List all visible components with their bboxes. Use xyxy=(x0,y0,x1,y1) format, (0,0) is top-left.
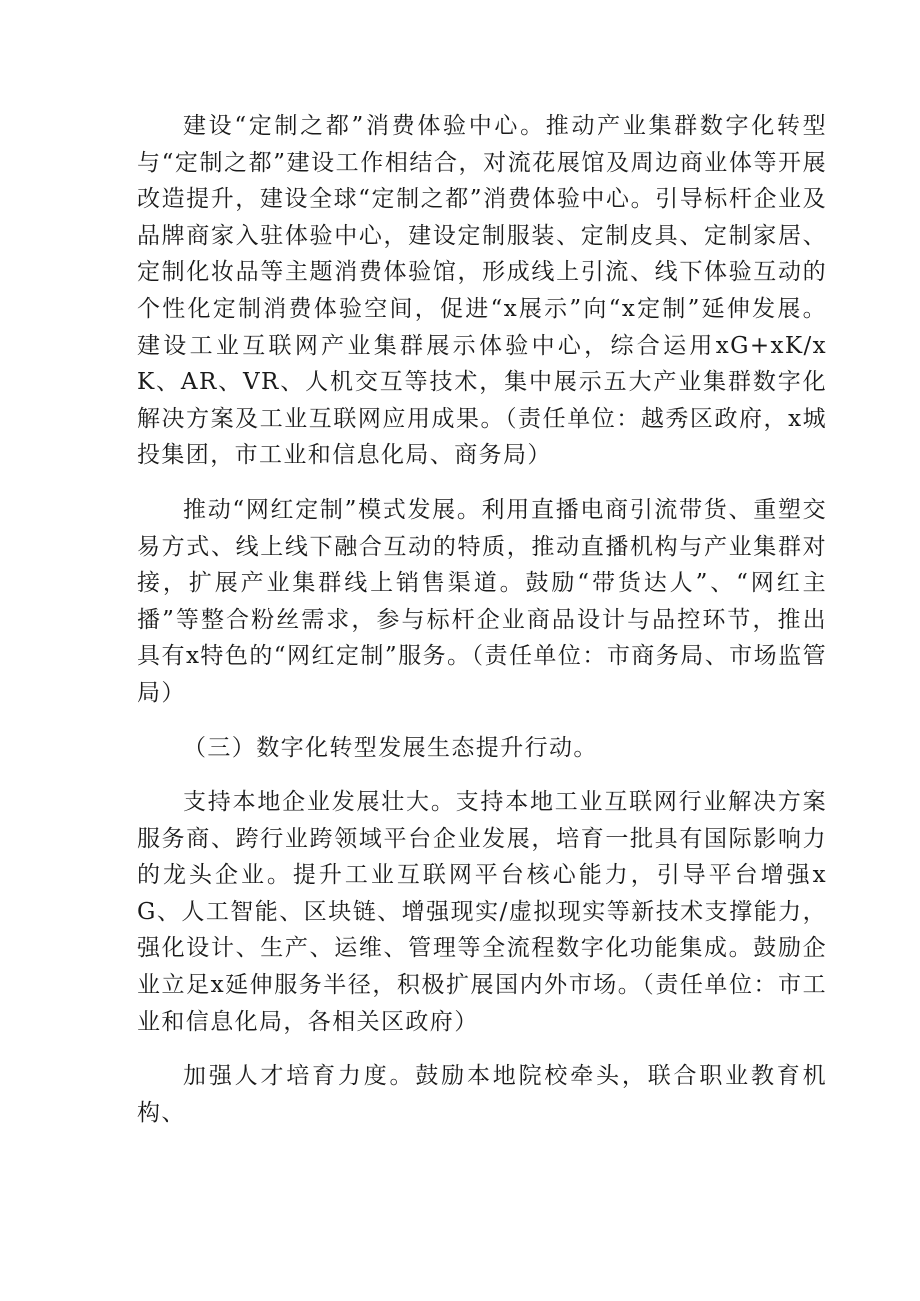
section-heading: （三）数字化转型发展生态提升行动。 xyxy=(183,734,598,761)
paragraph-local-enterprise: 支持本地企业发展壮大。支持本地工业互联网行业解决方案服务商、跨行业跨领域平台企业发展，培育一批具有国际影响力的龙头企业。提升工业互联网平台核心能力，引导平台增强xG、人工智能、区块链、增强现实/虚拟现实等新技术支撑能力，强化设计、生产、运维、管理等全流程数字化功能集成。鼓励企业立足x延伸服务半径，积极扩展国内外市场。（责任单位：市工业和信息化局，各相关区政府） xyxy=(137,789,827,1035)
paragraph-influencer-custom: 推动“网红定制”模式发展。利用直播电商引流带货、重塑交易方式、线上线下融合互动的特质，推动直播机构与产业集群对接，扩展产业集群线上销售渠道。鼓励“带货达人”、“网红主播”等整合粉丝需求，参与标杆企业商品设计与品控环节，推出具有x特色的“网红定制”服务。（责任单位：市商务局、市场监管局） xyxy=(137,496,827,706)
paragraph-talent-training: 加强人才培育力度。鼓励本地院校牵头，联合职业教育机构、 xyxy=(137,1063,827,1126)
document-page xyxy=(137,108,827,1131)
paragraph-custom-capital-center: 建设“定制之都”消费体验中心。推动产业集群数字化转型与“定制之都”建设工作相结合，对流花展馆及周边商业体等开展改造提升，建设全球“定制之都”消费体验中心。引导标杆企业及品牌商家入驻体验中心，建设定制服装、定制皮具、定制家居、定制化妆品等主题消费体验馆，形成线上引流、线下体验互动的个性化定制消费体验空间，促进“x展示”向“x定制”延伸发展。建设工业互联网产业集群展示体验中心，综合运用xG+xK/xK、AR、VR、人机交互等技术，集中展示五大产业集群数字化解决方案及工业互联网应用成果。（责任单位：越秀区政府，x城投集团，市工业和信息化局、商务局） xyxy=(137,113,827,469)
